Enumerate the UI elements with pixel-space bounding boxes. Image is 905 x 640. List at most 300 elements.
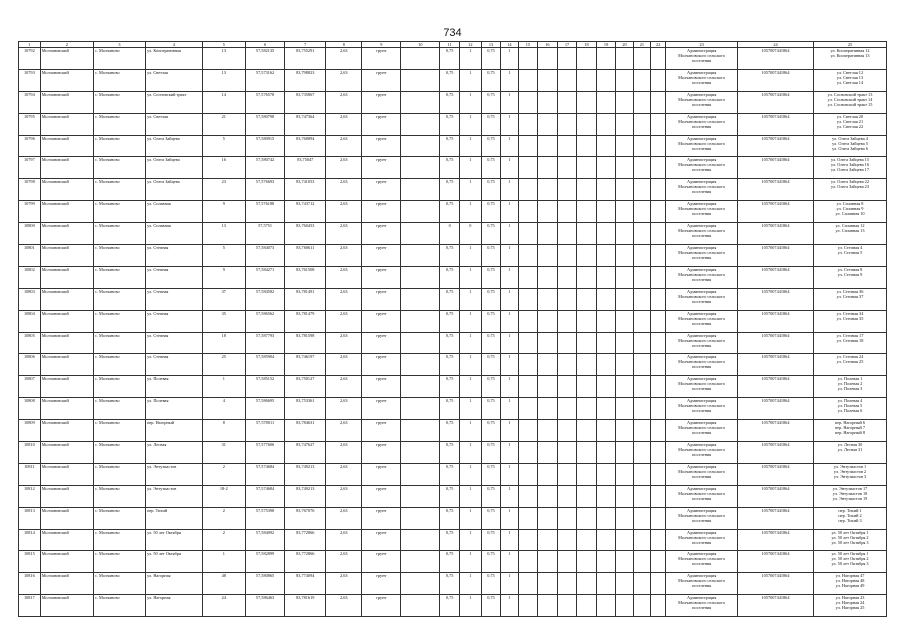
owner-line: поселения — [692, 211, 712, 217]
empty-cell — [401, 551, 440, 573]
owner-line: поселения — [692, 495, 712, 501]
empty-cell — [401, 201, 440, 223]
empty-cell — [633, 201, 650, 223]
value-cell: 1 — [459, 245, 481, 267]
house-cell: 13 — [202, 48, 245, 70]
owner-line: поселения — [692, 605, 712, 611]
value-cell: 1 — [459, 595, 481, 617]
surface-cell: грунт — [362, 69, 401, 91]
inn-cell: 1057007441864 — [737, 245, 813, 267]
street-cell: ул. Полевая — [146, 376, 202, 398]
area-cell: 2,63 — [326, 201, 362, 223]
owner-line: Молчановского сельского — [678, 556, 726, 562]
address-line: пер. Тихий 3 — [838, 517, 862, 523]
district-cell: Молчановский — [40, 113, 93, 135]
empty-cell — [401, 398, 440, 420]
address-line: ул. 50 лет Октября 2 — [831, 534, 869, 540]
column-number: 5 — [202, 42, 245, 48]
empty-cell — [401, 332, 440, 354]
empty-cell — [651, 48, 666, 70]
empty-cell — [577, 398, 597, 420]
longitude-cell: 83,781619 — [285, 595, 326, 617]
owner-cell — [666, 463, 738, 485]
empty-cell — [577, 442, 597, 464]
settlement-cell: с. Молчаново — [93, 91, 145, 113]
house-cell: 18-2 — [202, 485, 245, 507]
value-cell: 1 — [459, 69, 481, 91]
empty-cell — [401, 91, 440, 113]
empty-cell — [401, 485, 440, 507]
address-line: ул. Олега Зайцева 17 — [831, 167, 869, 173]
value-cell: 1 — [459, 551, 481, 573]
owner-line: поселения — [692, 430, 712, 436]
owner-line: Молчановского сельского — [678, 534, 726, 540]
area-cell: 2,63 — [326, 529, 362, 551]
owner-line: Администрация — [686, 398, 717, 404]
owner-line: Администрация — [686, 463, 717, 469]
empty-cell — [616, 91, 633, 113]
inn-cell: 1057007441864 — [737, 91, 813, 113]
address-line: ул. Степная 37 — [836, 293, 864, 299]
empty-cell — [616, 288, 633, 310]
empty-cell — [596, 354, 616, 376]
district-cell: Молчановский — [40, 376, 93, 398]
district-cell: Молчановский — [40, 266, 93, 288]
empty-cell — [401, 113, 440, 135]
owner-line: Молчановского сельского — [678, 381, 726, 387]
value-cell: 1 — [501, 332, 518, 354]
empty-cell — [557, 507, 577, 529]
value-cell: 1 — [501, 69, 518, 91]
longitude-cell: 83,781598 — [285, 332, 326, 354]
column-number: 14 — [501, 42, 518, 48]
district-cell: Молчановский — [40, 420, 93, 442]
record-number: 10817 — [19, 595, 41, 617]
address-line: ул. Олега Зайцева 23 — [831, 184, 869, 190]
latitude-cell: 57,584073 — [246, 245, 285, 267]
address-line: ул. Сплавная 13 — [835, 228, 865, 234]
empty-cell — [538, 48, 558, 70]
address-line: пер. Тихий 2 — [838, 512, 862, 518]
inn-cell: 1057007441864 — [737, 442, 813, 464]
empty-cell — [538, 485, 558, 507]
empty-cell — [401, 288, 440, 310]
table-row — [19, 310, 887, 332]
empty-cell — [557, 288, 577, 310]
value-cell: 1 — [501, 551, 518, 573]
owner-line: Молчановского сельского — [678, 74, 726, 80]
empty-cell — [596, 310, 616, 332]
value-cell: 0,75 — [440, 354, 460, 376]
value-cell: 1 — [459, 113, 481, 135]
registry-table — [18, 41, 887, 617]
value-cell: 0,75 — [440, 442, 460, 464]
latitude-cell: 57,580865 — [246, 573, 285, 595]
owner-line: поселения — [692, 364, 712, 370]
house-cell: 5 — [202, 245, 245, 267]
empty-cell — [633, 332, 650, 354]
value-cell: 0,75 — [481, 266, 501, 288]
empty-cell — [596, 420, 616, 442]
owner-line: Администрация — [686, 507, 717, 513]
inn-cell: 1057007441864 — [737, 573, 813, 595]
empty-cell — [401, 135, 440, 157]
value-cell: 0,75 — [440, 201, 460, 223]
empty-cell — [633, 310, 650, 332]
address-cell — [814, 223, 887, 245]
address-line: ул. 50 лет Октября 1 — [831, 529, 869, 535]
empty-cell — [633, 245, 650, 267]
address-line: ул. Энтузиастов 2 — [833, 468, 867, 474]
owner-line: Администрация — [686, 485, 717, 491]
owner-cell — [666, 573, 738, 595]
empty-cell — [518, 201, 538, 223]
record-number: 10792 — [19, 48, 41, 70]
settlement-cell: с. Молчаново — [93, 529, 145, 551]
empty-cell — [596, 113, 616, 135]
empty-cell — [557, 266, 577, 288]
longitude-cell: 83,772866 — [285, 529, 326, 551]
owner-line: Молчановского сельского — [678, 250, 726, 256]
empty-cell — [557, 310, 577, 332]
address-line: ул. Светлая 20 — [836, 113, 864, 119]
value-cell: 0,75 — [481, 223, 501, 245]
owner-line: Администрация — [686, 201, 717, 207]
settlement-cell: с. Молчаново — [93, 223, 145, 245]
empty-cell — [401, 179, 440, 201]
settlement-cell: с. Молчаново — [93, 332, 145, 354]
address-line: ул. Светлая 14 — [836, 79, 864, 85]
settlement-cell: с. Молчаново — [93, 354, 145, 376]
owner-line: поселения — [692, 255, 712, 261]
column-number: 1 — [19, 42, 41, 48]
surface-cell: грунт — [362, 223, 401, 245]
area-cell: 2,63 — [326, 310, 362, 332]
record-number: 10795 — [19, 113, 41, 135]
address-line: ул. Светлая 13 — [836, 74, 864, 80]
table-row — [19, 179, 887, 201]
address-line: ул. Полевая 6 — [837, 408, 863, 414]
record-number: 10794 — [19, 91, 41, 113]
address-line: ул. Степная 17 — [836, 332, 864, 338]
longitude-cell: 83,753361 — [285, 398, 326, 420]
settlement-cell: с. Молчаново — [93, 573, 145, 595]
longitude-cell: 83,755291 — [285, 48, 326, 70]
settlement-cell: с. Молчаново — [93, 113, 145, 135]
value-cell: 1 — [501, 135, 518, 157]
latitude-cell: 57,574684 — [246, 463, 285, 485]
value-cell: 1 — [459, 507, 481, 529]
value-cell: 0,75 — [481, 420, 501, 442]
value-cell: 1 — [459, 48, 481, 70]
longitude-cell: 83,761508 — [285, 266, 326, 288]
district-cell: Молчановский — [40, 245, 93, 267]
value-cell: 1 — [459, 135, 481, 157]
value-cell: 0,75 — [481, 91, 501, 113]
address-line: ул. 50 лет Октября 1 — [831, 551, 869, 557]
column-number: 18 — [577, 42, 597, 48]
area-cell: 2,63 — [326, 113, 362, 135]
address-line: ул. Полевая 1 — [837, 376, 863, 382]
empty-cell — [518, 135, 538, 157]
owner-line: Молчановского сельского — [678, 403, 726, 409]
value-cell: 1 — [501, 223, 518, 245]
empty-cell — [651, 179, 666, 201]
table-row — [19, 442, 887, 464]
column-number: 12 — [459, 42, 481, 48]
empty-cell — [577, 223, 597, 245]
street-cell: ул. Светлая — [146, 69, 202, 91]
table-row — [19, 266, 887, 288]
owner-line: Молчановского сельского — [678, 468, 726, 474]
column-number: 25 — [814, 42, 887, 48]
address-line: ул. Нагорная 49 — [835, 583, 865, 589]
settlement-cell: с. Молчаново — [93, 463, 145, 485]
surface-cell: грунт — [362, 288, 401, 310]
address-line: ул. Нагорная 23 — [835, 595, 865, 601]
record-number: 10797 — [19, 157, 41, 179]
record-number: 10816 — [19, 573, 41, 595]
latitude-cell: 57,580742 — [246, 157, 285, 179]
empty-cell — [596, 463, 616, 485]
empty-cell — [401, 507, 440, 529]
owner-line: Молчановского сельского — [678, 162, 726, 168]
latitude-cell: 57,582899 — [246, 551, 285, 573]
inn-cell: 1057007441864 — [737, 354, 813, 376]
house-cell: 23 — [202, 179, 245, 201]
empty-cell — [633, 135, 650, 157]
owner-line: Молчановского сельского — [678, 293, 726, 299]
address-cell — [814, 420, 887, 442]
empty-cell — [633, 420, 650, 442]
value-cell: 0,75 — [481, 376, 501, 398]
address-line: ул. Степная 4 — [837, 245, 863, 251]
street-cell: ул. Степная — [146, 354, 202, 376]
settlement-cell: с. Молчаново — [93, 201, 145, 223]
owner-line: поселения — [692, 101, 712, 107]
column-number: 11 — [440, 42, 460, 48]
address-cell — [814, 442, 887, 464]
value-cell: 1 — [501, 420, 518, 442]
registry-body — [19, 48, 887, 617]
surface-cell: грунт — [362, 310, 401, 332]
address-cell — [814, 69, 887, 91]
value-cell: 1 — [501, 157, 518, 179]
owner-line: поселения — [692, 386, 712, 392]
empty-cell — [518, 157, 538, 179]
value-cell: 1 — [501, 113, 518, 135]
inn-cell: 1057007441864 — [737, 551, 813, 573]
value-cell: 0,75 — [481, 573, 501, 595]
longitude-cell: 83,798823 — [285, 69, 326, 91]
value-cell: 0,75 — [440, 507, 460, 529]
value-cell: 0,75 — [481, 201, 501, 223]
empty-cell — [518, 332, 538, 354]
empty-cell — [616, 245, 633, 267]
longitude-cell: 83,781491 — [285, 288, 326, 310]
owner-cell — [666, 113, 738, 135]
empty-cell — [596, 507, 616, 529]
empty-cell — [596, 288, 616, 310]
empty-cell — [577, 69, 597, 91]
value-cell: 1 — [501, 573, 518, 595]
district-cell: Молчановский — [40, 179, 93, 201]
empty-cell — [557, 157, 577, 179]
house-cell: 13 — [202, 69, 245, 91]
owner-line: Молчановского сельского — [678, 359, 726, 365]
empty-cell — [577, 157, 597, 179]
address-line: ул. Светлая 21 — [836, 118, 864, 124]
column-number: 24 — [737, 42, 813, 48]
area-cell: 2,63 — [326, 69, 362, 91]
district-cell: Молчановский — [40, 288, 93, 310]
surface-cell: грунт — [362, 573, 401, 595]
record-number: 10807 — [19, 376, 41, 398]
empty-cell — [633, 463, 650, 485]
address-line: ул. Кооперативная 13 — [830, 53, 870, 58]
street-cell: ул. Светлая — [146, 113, 202, 135]
address-line: ул. Кооперативная 12 — [830, 48, 870, 53]
empty-cell — [518, 529, 538, 551]
area-cell: 2,63 — [326, 420, 362, 442]
owner-line: Молчановского сельского — [678, 578, 726, 584]
empty-cell — [401, 310, 440, 332]
address-line: ул. Нагорная 48 — [835, 578, 865, 584]
table-row — [19, 376, 887, 398]
column-number: 4 — [146, 42, 202, 48]
owner-line: Молчановского сельского — [678, 425, 726, 431]
empty-cell — [651, 573, 666, 595]
empty-cell — [401, 48, 440, 70]
settlement-cell: с. Молчаново — [93, 266, 145, 288]
empty-cell — [651, 485, 666, 507]
empty-cell — [596, 551, 616, 573]
empty-cell — [577, 507, 597, 529]
settlement-cell: с. Молчаново — [93, 288, 145, 310]
empty-cell — [518, 223, 538, 245]
owner-line: поселения — [692, 298, 712, 304]
value-cell: 0,75 — [481, 310, 501, 332]
district-cell: Молчановский — [40, 442, 93, 464]
empty-cell — [633, 69, 650, 91]
empty-cell — [651, 332, 666, 354]
owner-line: Администрация — [686, 310, 717, 316]
address-line: ул. Энтузиастов 17 — [832, 485, 868, 491]
empty-cell — [518, 91, 538, 113]
column-number: 20 — [616, 42, 633, 48]
inn-cell: 1057007441864 — [737, 113, 813, 135]
address-cell — [814, 135, 887, 157]
empty-cell — [538, 91, 558, 113]
table-row — [19, 288, 887, 310]
area-cell: 2,63 — [326, 573, 362, 595]
longitude-cell: 83,749213 — [285, 485, 326, 507]
surface-cell: грунт — [362, 485, 401, 507]
address-cell — [814, 573, 887, 595]
district-cell: Молчановский — [40, 398, 93, 420]
empty-cell — [577, 529, 597, 551]
address-line: ул. Степная 18 — [836, 337, 864, 343]
address-line: ул. Полевая 4 — [837, 398, 863, 404]
empty-cell — [518, 398, 538, 420]
latitude-cell: 57,580798 — [246, 113, 285, 135]
empty-cell — [557, 48, 577, 70]
longitude-cell: 83,75047 — [285, 157, 326, 179]
owner-line: Администрация — [686, 376, 717, 382]
area-cell: 2,63 — [326, 442, 362, 464]
street-cell: ул. Олега Зайцева — [146, 157, 202, 179]
column-number: 10 — [401, 42, 440, 48]
empty-cell — [518, 113, 538, 135]
empty-cell — [577, 463, 597, 485]
empty-cell — [538, 551, 558, 573]
address-line: ул. Светлая 12 — [836, 69, 864, 75]
owner-cell — [666, 201, 738, 223]
empty-cell — [577, 310, 597, 332]
owner-cell — [666, 595, 738, 617]
owner-cell — [666, 354, 738, 376]
address-line: ул. Олега Зайцева 6 — [832, 145, 868, 151]
inn-cell: 1057007441864 — [737, 529, 813, 551]
address-line: пер. Нагорный 8 — [834, 430, 866, 436]
latitude-cell: 57,574684 — [246, 485, 285, 507]
house-cell: 25 — [202, 354, 245, 376]
owner-line: Администрация — [686, 288, 717, 294]
empty-cell — [616, 113, 633, 135]
owner-line: Молчановского сельского — [678, 206, 726, 212]
empty-cell — [633, 223, 650, 245]
surface-cell: грунт — [362, 245, 401, 267]
address-line: ул. Сплавная 9 — [836, 206, 864, 212]
empty-cell — [401, 573, 440, 595]
settlement-cell: с. Молчаново — [93, 48, 145, 70]
house-cell: 1 — [202, 376, 245, 398]
empty-cell — [577, 179, 597, 201]
empty-cell — [557, 529, 577, 551]
empty-cell — [616, 354, 633, 376]
empty-cell — [538, 463, 558, 485]
surface-cell: грунт — [362, 595, 401, 617]
house-cell: 8 — [202, 420, 245, 442]
empty-cell — [616, 442, 633, 464]
table-row — [19, 354, 887, 376]
owner-cell — [666, 376, 738, 398]
column-number: 6 — [246, 42, 285, 48]
street-cell: ул. Сплавная — [146, 223, 202, 245]
empty-cell — [518, 573, 538, 595]
owner-cell — [666, 48, 738, 70]
owner-cell — [666, 266, 738, 288]
owner-line: поселения — [692, 276, 712, 282]
address-line: ул. Лесная 30 — [837, 442, 863, 448]
street-cell: пер. Нагорный — [146, 420, 202, 442]
latitude-cell: 57,584582 — [246, 288, 285, 310]
empty-cell — [518, 354, 538, 376]
street-cell: пер. Тихий — [146, 507, 202, 529]
value-cell: 1 — [501, 529, 518, 551]
table-row — [19, 485, 887, 507]
value-cell: 0,75 — [481, 463, 501, 485]
empty-cell — [557, 179, 577, 201]
value-cell: 1 — [459, 310, 481, 332]
surface-cell: грунт — [362, 201, 401, 223]
owner-cell — [666, 288, 738, 310]
longitude-cell: 83,747364 — [285, 113, 326, 135]
value-cell: 1 — [459, 463, 481, 485]
value-cell: 1 — [459, 354, 481, 376]
empty-cell — [616, 573, 633, 595]
record-number: 10809 — [19, 420, 41, 442]
